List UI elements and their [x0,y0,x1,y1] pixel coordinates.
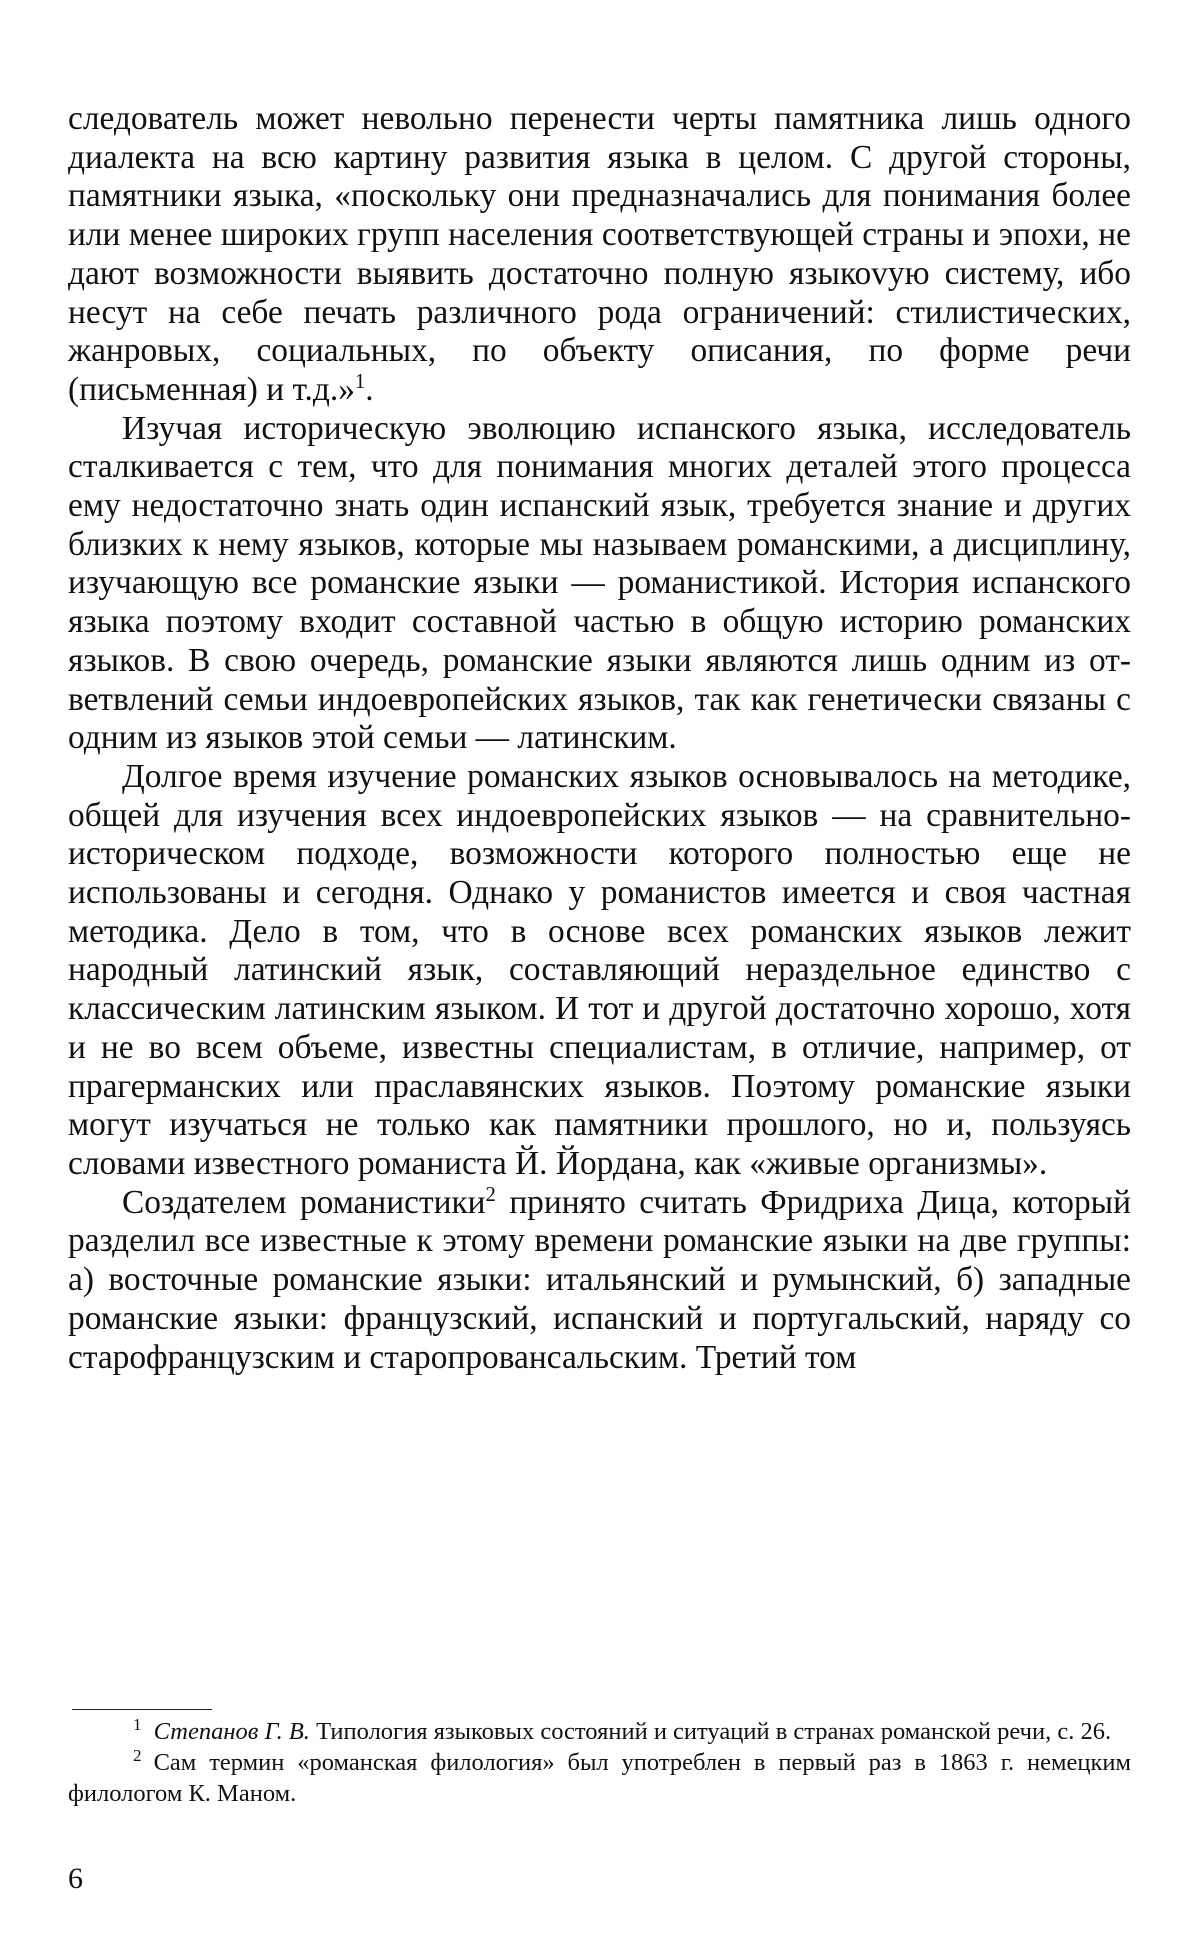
footnote-text: Типология языковых состояний и ситуаций в странах романской речи, с. 26. [309,1718,1112,1745]
footnote-2 [68,1747,1131,1809]
paragraph-1-tail: . [365,370,374,408]
paragraph-4 [68,1184,1131,1378]
page-number: 6 [68,1862,83,1895]
main-text [68,100,1131,1377]
footnote-number: 1 [133,1714,142,1734]
paragraph-4-start: Создателем романистики [122,1183,486,1221]
paragraph-1 [68,100,1131,410]
paragraph-1-text: следователь может невольно перенести черты памятника лишь одного диалекта на всю картину развития языка в целом. С другой стороны, памятники языка, «поскольку они предназначались для понимания более или менее широких групп населения соответствующей страны и эпохи, не дают возможности выявить достаточно полную языкоvую систему, ибо несут на себе печать различного рода ограничений: стилистических, жанровых, социальных, по объекту описания, по форме речи (письменная) и т.д.» [68,100,1131,408]
footnote-text: Сам термин «романская филология» был употреблен в первый раз в 1863 г. немецким филологом К. Маном. [68,1749,1131,1807]
paragraph-3: Долгое время изучение романских языков основывалось на методике, общей для изучения всех индоевропейских языков — на сравнительно-историческом подходе, возможности которого полностью еще не использованы и сегодня. Однако у романистов имеется и своя частная методика. Дело в том, что в основе всех романских языков лежит народный латинский язык, составляющий нераздельное единство с классическим латинским языком. И тот и другой достаточно хорошо, хотя и не во всем объеме, известны специалистам, в отличие, например, от прагерманских или праславянских языков. Поэтому романские языки могут изучаться не только как памятники прошлого, но и, пользуясь словами известного романиста Й. Йордана, как «живые организмы». [68,757,1131,1182]
footnote-ref-2[interactable]: 2 [485,1183,496,1206]
paragraph-2: Изучая историческую эволюцию испанского языка, исследователь сталкивается с тем, что для понимания многих деталей этого процесса ему недостаточно знать один испанский язык, требуется знание и других близких к нему языков, которые мы называем романскими, а дисциплину, изучающую все романские языки — романистикой. История испанского языка поэтому входит составной частью в общую историю романских языков. В свою очередь, романские языки являются лишь одним из ответвлений семьи индоевропейских языков, так как генетически связаны с одним из языков этой семьи — латинским. [68,409,1131,757]
footnote-1 [68,1716,1131,1747]
footnote-author: Степанов Г. В. [153,1718,310,1745]
paragraph-4-rest: принято считать Фридриха Дица, который разделил все известные к этому времени романские языки на две группы: а) восточные романские языки: итальянский и румынский, б) западные романские языки: французский, испанский и португальский, наряду со старофранцузским и старопровансальским. Третий том [68,1183,1131,1376]
footnote-number: 2 [133,1745,142,1765]
footnotes [68,1716,1131,1809]
footnote-ref-1[interactable]: 1 [354,370,366,393]
footnote-separator [72,1709,212,1710]
